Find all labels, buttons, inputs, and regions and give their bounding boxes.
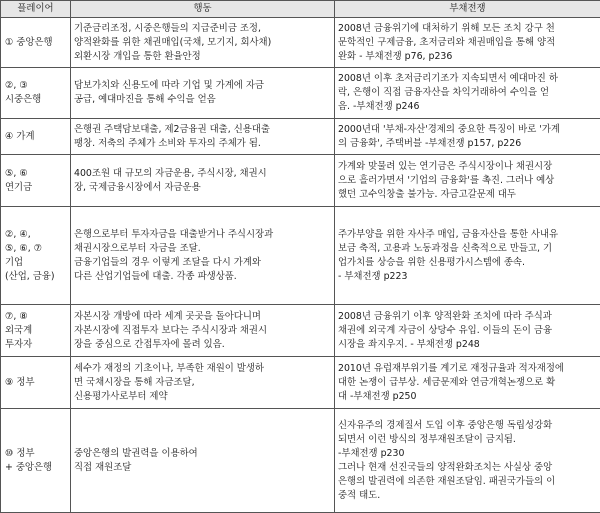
player-line: 기업 xyxy=(5,256,67,270)
action-line: 중앙은행의 발권력을 이용하여 xyxy=(74,447,331,461)
player-cell xyxy=(1,155,71,207)
debt-war-line: 했던 고수익창출 불가능. 자금고갈문제 대두 xyxy=(338,188,597,202)
debt-war-cell xyxy=(335,119,600,155)
action-line: 외환시장 개입을 통한 환율안정 xyxy=(74,50,331,64)
table-row xyxy=(1,68,600,119)
header-action: 행동 xyxy=(71,1,335,18)
debt-war-line: 은행의 발권력에 의존한 재원조달임. 패권국가들의 이 xyxy=(338,475,597,489)
table-body xyxy=(1,18,600,513)
player-line: (산업, 금융) xyxy=(5,270,67,284)
action-line: 팽창. 저축의 주체가 소비와 투자의 주체가 됨. xyxy=(74,137,331,151)
debt-war-cell xyxy=(335,155,600,207)
debt-war-line: 2000년대 '부채-자산'경제의 중요한 특징이 바로 '가계 xyxy=(338,123,597,137)
header-row xyxy=(1,1,600,18)
table-row xyxy=(1,409,600,513)
debt-war-line: 가계와 맞물려 있는 연기금은 주식시장이나 채권시장 xyxy=(338,160,597,174)
player-cell xyxy=(1,409,71,513)
player-cell xyxy=(1,305,71,357)
debt-war-cell xyxy=(335,207,600,305)
player-line: ⑩ 정부 xyxy=(5,447,67,461)
action-cell xyxy=(71,119,335,155)
table-row xyxy=(1,305,600,357)
header-player: 플레이어 xyxy=(1,1,71,18)
debt-war-cell xyxy=(335,409,600,513)
action-cell xyxy=(71,357,335,409)
debt-war-line: 중적 태도. xyxy=(338,489,597,503)
action-line: 면 국채시장을 통해 자금조달, xyxy=(74,376,331,390)
action-line: 400조원 대 규모의 자금운용, 주식시장, 채권시 xyxy=(74,167,331,181)
player-line: 외국계 xyxy=(5,324,67,338)
debt-war-line: 채권에 외국계 자금이 상당수 유입. 이들의 돈이 금융 xyxy=(338,324,597,338)
debt-war-line: 대한 논쟁이 급부상. 세금문제와 연금개혁논쟁으로 확 xyxy=(338,376,597,390)
action-line: 세수가 재정의 기초이나, 부족한 재원이 발생하 xyxy=(74,362,331,376)
action-line: 장, 국제금융시장에서 자금운용 xyxy=(74,181,331,195)
action-cell xyxy=(71,409,335,513)
player-cell xyxy=(1,207,71,305)
debt-war-line: 그러나 현재 선진국들의 양적완화조치는 사실상 중앙 xyxy=(338,461,597,475)
action-cell xyxy=(71,18,335,68)
debt-war-line: 락, 은행이 직접 금융자산을 차익거래하여 수익을 얻 xyxy=(338,86,597,100)
action-cell xyxy=(71,68,335,119)
player-line: ④ 가계 xyxy=(5,130,67,144)
player-line: 투자자 xyxy=(5,338,67,352)
action-cell xyxy=(71,207,335,305)
player-cell xyxy=(1,68,71,119)
debt-war-line: 대 -부채전쟁 p250 xyxy=(338,390,597,404)
debt-war-line: 시장을 좌지우지. - 부채전쟁 p248 xyxy=(338,338,597,352)
action-line: 자본시장에 직접투자 보다는 주식시장과 채권시 xyxy=(74,324,331,338)
action-line: 은행권 주택담보대출, 제2금융권 대출, 신용대출 xyxy=(74,123,331,137)
debt-war-cell xyxy=(335,18,600,68)
action-line: 장을 중심으로 간접투자에 몰려 있음. xyxy=(74,338,331,352)
player-cell xyxy=(1,18,71,68)
player-cell xyxy=(1,357,71,409)
debt-war-line: 보금 축적, 고용과 노동과정을 신축적으로 만들고, 기 xyxy=(338,242,597,256)
debt-war-cell xyxy=(335,305,600,357)
header-debt-war: 부채전쟁 xyxy=(335,1,600,18)
player-line: ⑤, ⑥ xyxy=(5,167,67,181)
action-line: 양적완화를 위한 채권매입(국채, 모기지, 회사채) xyxy=(74,36,331,50)
debt-war-line: 음. -부채전쟁 p246 xyxy=(338,100,597,114)
table-row xyxy=(1,18,600,68)
debt-war-line: 완화 - 부채전쟁 p76, p236 xyxy=(338,50,597,64)
debt-war-cell xyxy=(335,68,600,119)
debt-war-line: - 부채전쟁 p223 xyxy=(338,270,597,284)
action-cell xyxy=(71,155,335,207)
action-line: 공급, 예대마진을 통해 수익을 얻음 xyxy=(74,93,331,107)
action-line: 자본시장 개방에 따라 세계 곳곳을 돌아다니며 xyxy=(74,310,331,324)
player-line: ②, ③ xyxy=(5,79,67,93)
player-line: ②, ④, xyxy=(5,228,67,242)
debt-war-line: 2008년 금융위기에 대처하기 위해 모든 조치 강구 천 xyxy=(338,22,597,36)
action-line: 직접 재원조달 xyxy=(74,461,331,475)
table-row xyxy=(1,357,600,409)
action-line: 다른 산업기업들에 대출. 각종 파생상품. xyxy=(74,270,331,284)
debt-war-line: 의 금융화', 주택버블 -부채전쟁 p157, p226 xyxy=(338,137,597,151)
player-line: ① 중앙은행 xyxy=(5,36,67,50)
action-line: 신용평가사로부터 제약 xyxy=(74,390,331,404)
debt-war-line: 주가부양을 위한 자사주 매입, 금융자산을 통한 사내유 xyxy=(338,228,597,242)
player-line: ⑦, ⑧ xyxy=(5,310,67,324)
player-line: ⑨ 정부 xyxy=(5,376,67,390)
debt-war-line: 되면서 이런 방식의 정부재원조달이 금지됨. xyxy=(338,433,597,447)
action-line: 채권시장으로부터 자금을 조달. xyxy=(74,242,331,256)
table-row xyxy=(1,207,600,305)
action-line: 금융기업들의 경우 이렇게 조달을 다시 가계와 xyxy=(74,256,331,270)
debt-war-line: 업가치를 상승을 위한 신용평가시스템에 종속. xyxy=(338,256,597,270)
debt-war-cell xyxy=(335,357,600,409)
action-line: 담보가치와 신용도에 따라 기업 및 가계에 자금 xyxy=(74,79,331,93)
player-line: + 중앙은행 xyxy=(5,461,67,475)
action-line: 기준금리조정, 시중은행들의 지급준비금 조정, xyxy=(74,22,331,36)
action-line: 은행으로부터 투자자금을 대출받거나 주식시장과 xyxy=(74,228,331,242)
action-cell xyxy=(71,305,335,357)
debt-war-line: -부채전쟁 p230 xyxy=(338,447,597,461)
debt-war-line: 신자유주의 경제질서 도입 이후 중앙은행 독립성강화 xyxy=(338,419,597,433)
player-line: 시중은행 xyxy=(5,93,67,107)
debt-war-line: 2010년 유럽재부위기를 계기로 재정규율과 적자재정에 xyxy=(338,362,597,376)
debt-war-line: 으로 흘러가면서 '기업의 금융화'를 촉진. 그러나 예상 xyxy=(338,174,597,188)
debt-war-line: 2008년 이후 초저금리기조가 지속되면서 예대마진 하 xyxy=(338,72,597,86)
player-line: ⑤, ⑥, ⑦ xyxy=(5,242,67,256)
player-line: 연기금 xyxy=(5,181,67,195)
debt-war-line: 문학적인 구제금융, 초저금리와 채권매입을 통해 양적 xyxy=(338,36,597,50)
player-cell xyxy=(1,119,71,155)
table-row xyxy=(1,119,600,155)
table-row xyxy=(1,155,600,207)
debt-war-line: 2008년 금융위기 이후 양적완화 조치에 따라 주식과 xyxy=(338,310,597,324)
